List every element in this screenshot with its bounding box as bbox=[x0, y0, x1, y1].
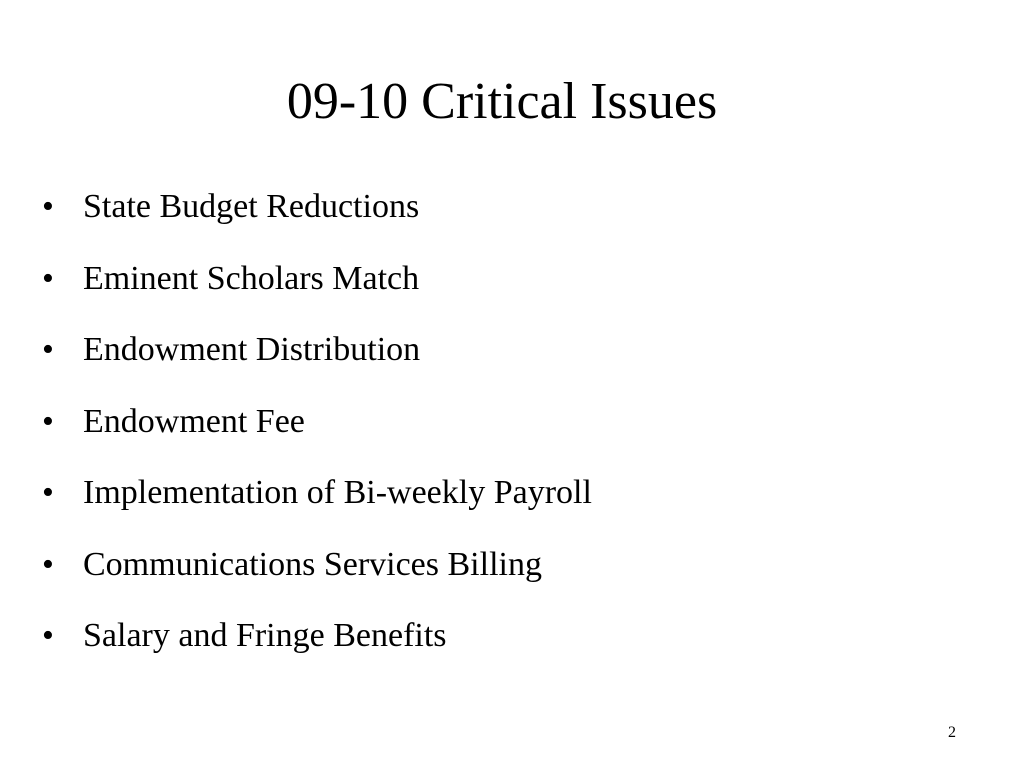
page-number: 2 bbox=[948, 724, 956, 741]
bullet-icon: • bbox=[42, 474, 54, 511]
bullet-text: Endowment Distribution bbox=[83, 331, 421, 368]
bullet-icon: • bbox=[42, 188, 54, 225]
list-item bbox=[42, 178, 982, 250]
bullet-text: Eminent Scholars Match bbox=[83, 259, 420, 297]
bullet-icon: • bbox=[42, 259, 54, 297]
list-item bbox=[42, 393, 982, 465]
bullet-text: State Budget Reductions bbox=[83, 188, 420, 225]
slide-title: 09-10 Critical Issues bbox=[286, 73, 718, 130]
bullet-icon: • bbox=[42, 402, 54, 440]
bullet-text: Implementation of Bi-weekly Payroll bbox=[83, 474, 592, 511]
list-item bbox=[42, 321, 982, 393]
bullet-text: Endowment Fee bbox=[83, 402, 305, 440]
bullet-text: Salary and Fringe Benefits bbox=[83, 617, 447, 654]
bullet-icon: • bbox=[42, 331, 54, 368]
bullet-list bbox=[42, 178, 982, 679]
bullet-icon: • bbox=[42, 545, 54, 583]
list-item bbox=[42, 607, 982, 679]
bullet-icon: • bbox=[42, 617, 54, 654]
list-item bbox=[42, 536, 982, 608]
list-item bbox=[42, 250, 982, 322]
bullet-text: Communications Services Billing bbox=[83, 545, 542, 583]
list-item bbox=[42, 464, 982, 536]
